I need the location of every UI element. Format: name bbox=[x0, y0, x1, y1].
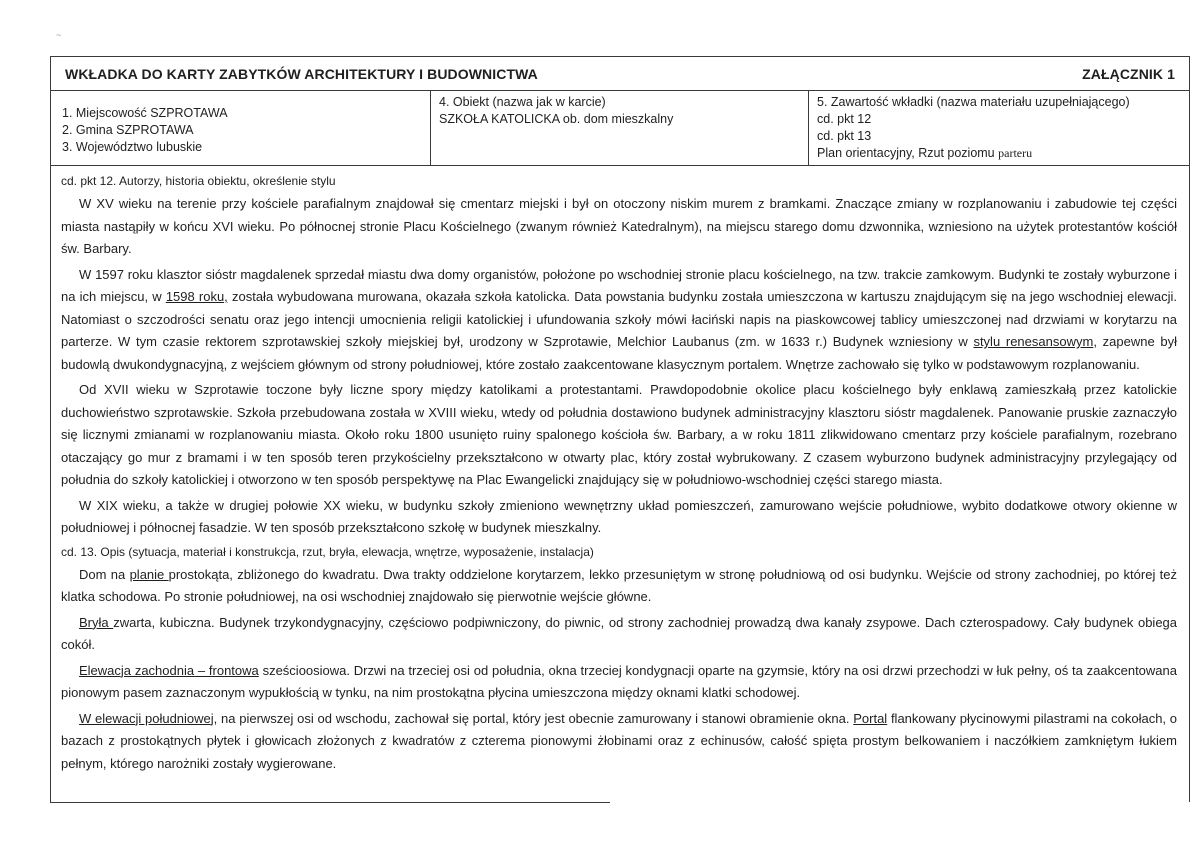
paragraph bbox=[61, 264, 1177, 377]
info-row bbox=[51, 91, 1189, 166]
text-run: prostokąta, zbliżonego do kwadratu. Dwa trakty oddzielone korytarzem, lekko przesuniętym w stronę południową od osi budynku. Wejście od strony zachodniej, po której też klatka schodowa. Po stronie południowej, na osi wschodniej znajdowało się pierwotnie wejście główne. bbox=[61, 566, 1178, 604]
text-run: flankowany płycinowymi pilastrami na cokołach, o bazach z prostokątnych płytek i głowicach złożonych z kwadratów z czterema pionowymi żłobinami oraz z echinusów, całość spięta prostym belkowaniem i naczółkiem zamkniętym łukiem pełnym, którego narożniki zostały wygierowane. bbox=[61, 710, 1178, 771]
voivodeship-field: 3. Województwo lubuskie bbox=[62, 140, 203, 154]
contents-item: cd. pkt 12 bbox=[817, 112, 872, 126]
location-column bbox=[51, 91, 431, 165]
paragraph: W XIX wieku, a także w drugiej połowie XX wieku, w budynku szkoły zmieniono wewnętrzny układ pomieszczeń, zamurowano wejście południowe, wybito dodatkowe otwory okienne w południowej i północnej fasadzie. W ten sposób przekształcono szkołę w budynek mieszkalny. bbox=[61, 497, 1177, 535]
paragraph bbox=[61, 564, 1177, 609]
contents-column bbox=[809, 91, 1189, 165]
underlined-text: W elewacji południowej bbox=[79, 710, 214, 726]
text-run: została wybudowana murowana, okazała szkoła katolicka. Data powstania budynku została umieszczona w kartuszu znajdującym się na jego wschodniej elewacji. Natomiast o szczodrości senatu oraz jego intencji umocnienia religii katolickiej i ufundowania szkoły mówi łaciński napis na piaskowcowej tablicy umieszczonej nad drzwiami w korytarzu na parterze. W tym czasie rektorem szprotawskiej szkoły miejskiej był, urodzony w Szprotawie, Melchior Laubanus (zm. w 1633 r.) Budynek wzniesiony w bbox=[61, 289, 1177, 349]
card-header bbox=[51, 57, 1189, 91]
section-13-heading: cd. 13. Opis (sytuacja, materiał i konstrukcja, rzut, bryła, elewacja, wnętrze, wyposażenie, instalacja) bbox=[61, 544, 594, 559]
text-run: , na pierwszej osi od wschodu, zachował się portal, który jest obecnie zamurowany i stanowi obramienie okna. bbox=[213, 710, 854, 726]
contents-item bbox=[817, 145, 1181, 162]
document-body bbox=[51, 166, 1189, 775]
underlined-text: 1598 roku, bbox=[165, 289, 228, 304]
card-title: WKŁADKA DO KARTY ZABYTKÓW ARCHITEKTURY I BUDOWNICTWA bbox=[65, 65, 538, 82]
contents-item: cd. pkt 13 bbox=[817, 129, 872, 143]
object-heading: 4. Obiekt (nazwa jak w karcie) bbox=[439, 95, 606, 109]
underlined-text: Bryła bbox=[79, 614, 114, 630]
insert-card bbox=[50, 56, 1190, 802]
paragraph bbox=[61, 708, 1177, 776]
object-column bbox=[431, 91, 809, 165]
underlined-text: planie bbox=[129, 566, 169, 582]
contents-item-text: Plan orientacyjny, Rzut poziomu bbox=[817, 146, 995, 160]
commune-field: 2. Gmina SZPROTAWA bbox=[62, 123, 194, 137]
contents-item-note: parteru bbox=[998, 146, 1033, 160]
scan-mark: ~ bbox=[56, 30, 62, 40]
underlined-text: Portal bbox=[853, 710, 888, 726]
section-12-heading: cd. pkt 12. Autorzy, historia obiektu, określenie stylu bbox=[61, 174, 336, 188]
underlined-text: Elewacja zachodnia – frontowa bbox=[79, 662, 259, 678]
paragraph bbox=[61, 660, 1177, 705]
town-field: 1. Miejscowość SZPROTAWA bbox=[62, 106, 228, 120]
text-run: sześcioosiowa. Drzwi na trzeciej osi od południa, okna trzeciej kondygnacji oparte na gzymsie, który na osi drzwi przechodzi w łuk pełny, oś ta zaakcentowana pionowym pasem zaznaczonym wypukłością w tynku, na nim prostokątna płycina umieszczona między oknami klatki schodowej. bbox=[61, 662, 1177, 700]
paragraph: W XV wieku na terenie przy kościele parafialnym znajdował się cmentarz miejski i był on otoczony niskim murem z bramkami. Znaczące zmiany w rozplanowaniu i zabudowie tej części miasta nastąpiły w końcu XVI wieku. Po północnej stronie Placu Kościelnego (zwanym również Katedralnym), na miejscu starego domu dzwonnika, wzniesiono na użytek protestantów kościół św. Barbary. bbox=[61, 196, 1177, 256]
underlined-text: stylu renesansowym bbox=[973, 334, 1094, 349]
contents-heading: 5. Zawartość wkładki (nazwa materiału uzupełniającego) bbox=[817, 95, 1130, 109]
text-run: Dom na bbox=[79, 566, 130, 582]
paragraph bbox=[61, 612, 1177, 657]
paragraph: Od XVII wieku w Szprotawie toczone były liczne spory między katolikami a protestantami. Prawdopodobnie okolice placu kościelnego były enklawą zamieszkałą przez katolickie duchowieństwo szprotawskie. Szkoła przebudowana została w XVIII wieku, wtedy od południa dostawiono budynek administracyjny klasztoru sióstr magdalenek. Panowanie pruskie zaznaczyło się licznymi zmianami w rozplanowaniu miasta. Około roku 1800 usunięto ruiny spalonego kościoła św. Barbary, a w roku 1811 zlikwidowano cmentarz przy kościele parafialnym, rozebrano otaczający go mur z bramami i w ten sposób teren przykościelny przekształcono w otwarty plac, który został wybrukowany. Z czasem wyburzono budynek administracyjny przylegający od południa do szkoły katolickiej i otworzono w ten sposób perspektywę na Plac Ewangelicki znajdujący się w południowo-wschodniej części starego miasta. bbox=[61, 382, 1177, 487]
object-name: SZKOŁA KATOLICKA ob. dom mieszkalny bbox=[439, 112, 674, 126]
bottom-rule bbox=[50, 802, 610, 803]
text-run: W 1597 roku klasztor sióstr magdalenek sprzedał miastu dwa domy organistów, położone po wschodniej stronie placu kościelnego, na tzw. trakcie zamkowym. Budynki te zostały wyburzone i na ich miejscu, w bbox=[61, 266, 1177, 304]
text-run: , zapewne był budowlą dwukondygnacyjną, z wejściem głównym od strony południowej, które zostało zaakcentowane klasycznym portalem. Wnętrze zachowało się tylko w podstawowym rozplanowaniu. bbox=[61, 334, 1177, 372]
text-run: zwarta, kubiczna. Budynek trzykondygnacyjny, częściowo podpiwniczony, do piwnic, od strony zachodniej prowadzą dwa kanały zsypowe. Dach czterospadowy. Cały budynek obiega cokół. bbox=[61, 614, 1178, 652]
attachment-label: ZAŁĄCZNIK 1 bbox=[1082, 65, 1175, 82]
